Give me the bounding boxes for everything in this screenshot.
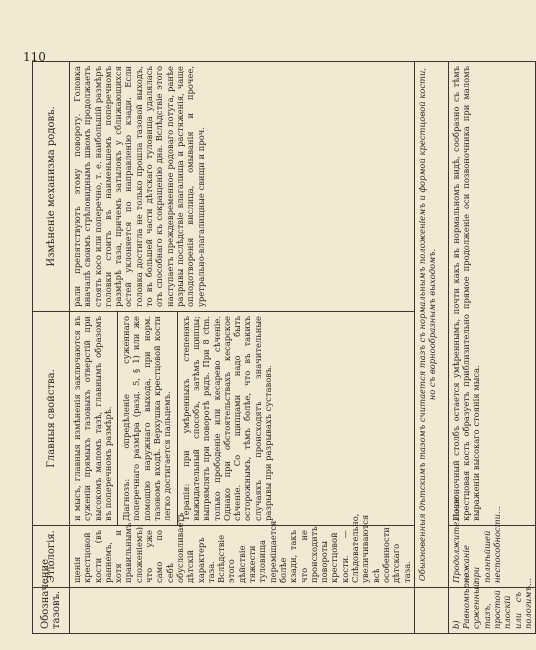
cell-mechanism-change: рали препятствуютъ этому повороту. Головка вначалѣ своимъ стрѣловиднымъ швомъ продолжаетъ стоять косо или поперечно, т. е. наибольшій размѣръ головки стоитъ въ наименьшемъ поперечномъ размѣрѣ таза, причемъ затылокъ у сближающихся остей уклоняется по направленію кзади. Если головка достигла не только прошла тазовой выходъ, то въ большей части дѣтскаго туловища удалялась отъ способнаго къ сокращенію дна. Вслѣдствіе этого наступаетъ преждевременное родоваго потуга, ранѣе разрывы послѣдствіе влагалища и растяженія, чаще оплодотворенія вислица, омыванія и прочее, уретрально-влагалищные свищи и проч. [70, 62, 415, 312]
cell-designation-b: b) Равномѣрно суженный тазъ, простой плоскій или съ пологимъ... [448, 588, 535, 634]
header-main-properties: Главныя свойства. [33, 312, 70, 526]
inner-divider [177, 312, 178, 525]
table-header-row [33, 62, 70, 634]
cell-etiology-b: Продолжительное лежаніе при полнѣйшей неспособности... [448, 526, 535, 588]
rotated-table-wrapper [32, 62, 533, 634]
cell-etiology: щенія крестцовой кости (въ раннемъ, хотя и правильнымъ сложеніемъ), что уже само по себѣ обусловливаетъ дѣтскій характеръ таза. Вслѣдствіе этого дѣйствіе тяжести туловища переміщается болѣе кзади, такъ что не происходитъ повороты крестцовой кости. — Слѣдовательно, увеличиваются всѣ особенности дѣтскаго таза. [70, 526, 415, 588]
inner-divider [117, 312, 118, 525]
pelvis-table [32, 61, 536, 634]
header-designation: Обозначение тазовъ. [33, 588, 70, 634]
note-ordinary-infantile-pelvis: Обыкновенныя дѣтскимъ тазомъ считается тазъ съ нормальнымъ положеніемъ и формой крестцовой кости, но съ ворнообразнымъ выходомъ. [414, 62, 448, 588]
cell-note-empty [414, 588, 448, 634]
table-row-note [414, 62, 448, 634]
header-mechanism-change: Измѣненіе механизма родовъ. [33, 62, 70, 312]
page-number: 110 [23, 50, 46, 64]
main-properties-therapy: Терапія: при умѣренныхъ степеняхъ выжидательный способъ, затѣмъ щипцы; выпрямлять при поворотѣ рядъ. При 8 сtm. только прободеніе или кесарево сѣченіе. Однако при обстоятельствахъ кесарское сѣченіе. Со щипцами надо быть осторожнымъ, тѣмъ болѣе, что въ такихъ случаяхъ происходятъ значительные разрывы при разрывахъ суставовъ. [180, 316, 274, 521]
table-row [70, 62, 415, 634]
header-etiology: Этіологія. [33, 526, 70, 588]
cell-properties-mechanism-b: Позвоночный столбъ остается умѣреннымъ, почти какъ въ нормальномъ видѣ, сообразно съ тѣмъ крестцовая кость образуетъ приблизительно прямое продолженіе оси позвоночника при маломъ выраженіи высокаго стоянія мыса. [448, 62, 535, 526]
main-properties-diagnosis: Діагнозъ: опредѣленіе суженнаго поперечнаго размѣра (разд. 5, § 1) или же помощію наружнаго выхода, при норм. тазовомъ входѣ. Верхушка крестцовой кости легко достигается пальцемъ. [121, 316, 173, 521]
cell-designation [70, 588, 415, 634]
table-row [448, 62, 535, 634]
main-properties-text-1: и мысъ, главныя измѣненія заключаются въ суженіи прямыхъ тазовыхъ отверстій при высокомъ маломъ тазѣ, главнымъ образомъ въ поперечномъ размѣрѣ. [72, 316, 113, 521]
cell-main-properties [70, 312, 415, 526]
